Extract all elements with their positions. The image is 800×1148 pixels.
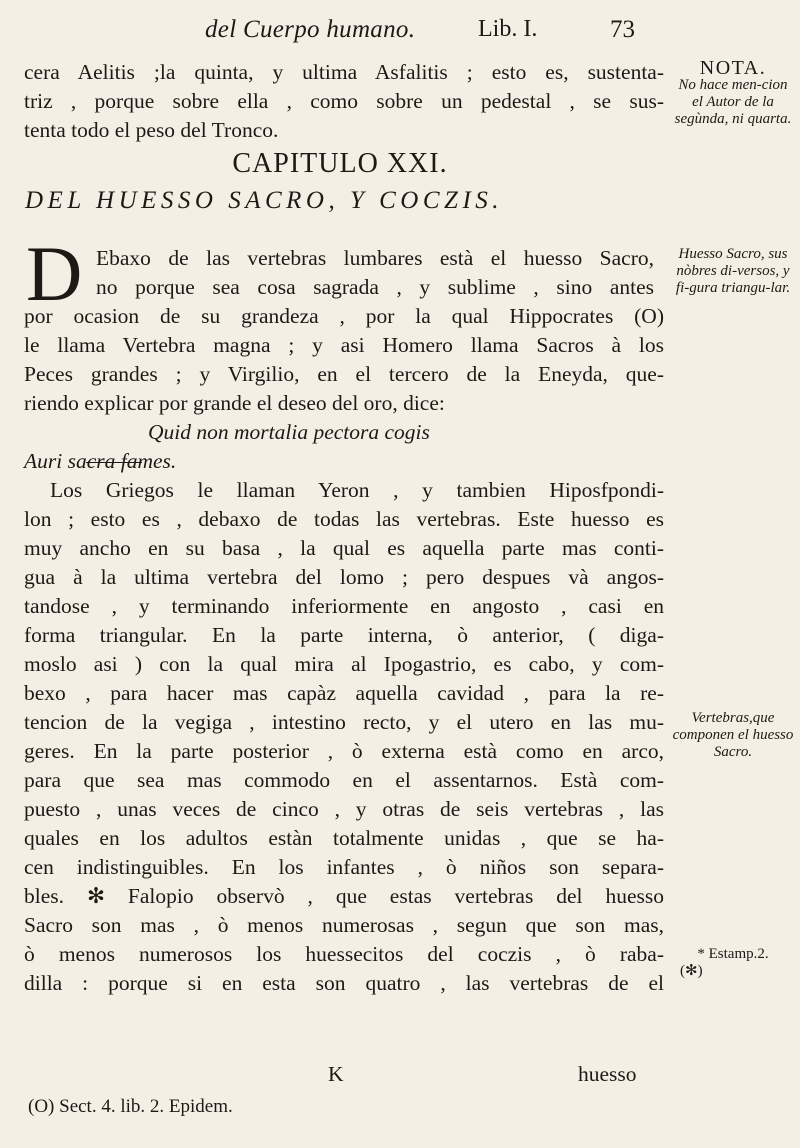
text-line: triz , porque sobre ella , como sobre un pedestal , se sus- [24, 89, 664, 113]
text-line: riendo explicar por grande el deseo del oro, dice: [24, 391, 445, 415]
text-line: para que sea mas commodo en el assentarnos. Està com- [24, 768, 664, 792]
signature-mark: K [328, 1062, 344, 1086]
page-number: 73 [610, 16, 635, 43]
verse-line: Quid non mortalia pectora cogis [148, 420, 430, 444]
text-line: quales en los adultos estàn totalmente unidas , que se ha- [24, 826, 664, 850]
text-line: ò menos numerosos los huessecitos del coczis , ò raba- [24, 942, 664, 966]
top-paragraph [24, 58, 664, 145]
footnote: (O) Sect. 4. lib. 2. Epidem. [28, 1096, 233, 1117]
text-line: lon ; esto es , debaxo de todas las vertebras. Este huesso es [24, 507, 664, 531]
text-line: Sacro son mas , ò menos numerosas , segun que son mas, [24, 913, 664, 937]
text-line: muy ancho en su basa , la qual es aquella parte mas conti- [24, 536, 664, 560]
text-line: Peces grandes ; y Virgilio, en el tercero de la Eneyda, que- [24, 362, 664, 386]
text-line: geres. En la parte posterior , ò externa està como en arco, [24, 739, 664, 763]
text-line: moslo asi ) con la qual mira al Ipogastrio, es cabo, y com- [24, 652, 664, 676]
running-head [0, 10, 800, 50]
verse-rule [86, 462, 142, 463]
text-line: cen indistinguibles. En los infantes , ò niños son separa- [24, 855, 664, 879]
chapter-title: CAPITULO XXI. [232, 148, 448, 179]
drop-cap: D [26, 230, 83, 317]
verse-line: Auri sacra fames. [24, 449, 177, 473]
running-title: del Cuerpo humano. [205, 16, 416, 43]
text-line: Ebaxo de las vertebras lumbares està el huesso Sacro, [96, 246, 654, 270]
text-line: forma triangular. En la parte interna, ò anterior, ( diga- [24, 623, 664, 647]
marginal-nota [672, 57, 794, 128]
text-line: tenta todo el peso del Tronco. [24, 118, 279, 142]
text-line: tencion de la vegiga , intestino recto, y el utero en las mu- [24, 710, 664, 734]
opening-lines [96, 244, 654, 302]
nota-heading: NOTA. [699, 57, 767, 79]
chapter-subtitle: DEL HUESSO SACRO, Y COCZIS. [25, 187, 504, 214]
text-line: tandose , y terminando inferiormente en angosto , casi en [24, 594, 664, 618]
marginal-note-vertebras: Vertebras,que componen el huesso Sacro. [672, 710, 794, 760]
text-line: puesto , unas veces de cinco , y otras de seis vertebras , las [24, 797, 664, 821]
text-line: bles. ✻ Falopio observò , que estas vertebras del huesso [24, 884, 664, 908]
text-line: bexo , para hacer mas capàz aquella cavidad , para la re- [24, 681, 664, 705]
text-line: Los Griegos le llaman Yeron , y tambien Hiposfpondi- [50, 478, 664, 502]
text-line: no porque sea cosa sagrada , y sublime , sino antes [96, 275, 654, 299]
text-line: le llama Vertebra magna ; y asi Homero llama Sacros à los [24, 333, 664, 357]
catchword: huesso [578, 1062, 637, 1086]
body-text [24, 302, 664, 998]
text-line: gua à la ultima vertebra del lomo ; pero despues và angos- [24, 565, 664, 589]
book-number: Lib. I. [478, 16, 538, 42]
asterism-symbol: (✻) [680, 963, 703, 979]
marginal-note-sacro: Huesso Sacro, sus nòbres di-versos, y fi-gura triangu-lar. [675, 246, 791, 296]
estamp-reference: * Estamp.2. [697, 946, 769, 962]
text-line: cera Aelitis ;la quinta, y ultima Asfalitis ; esto es, sustenta- [24, 60, 664, 84]
marginal-note-estamp [672, 946, 794, 980]
text-line: por ocasion de su grandeza , por la qual Hippocrates (O) [24, 304, 664, 328]
nota-text: No hace men-cion el Autor de la segùnda, ni quarta. [674, 77, 792, 127]
text-line: dilla : porque si en esta son quatro , las vertebras de el [24, 971, 664, 995]
